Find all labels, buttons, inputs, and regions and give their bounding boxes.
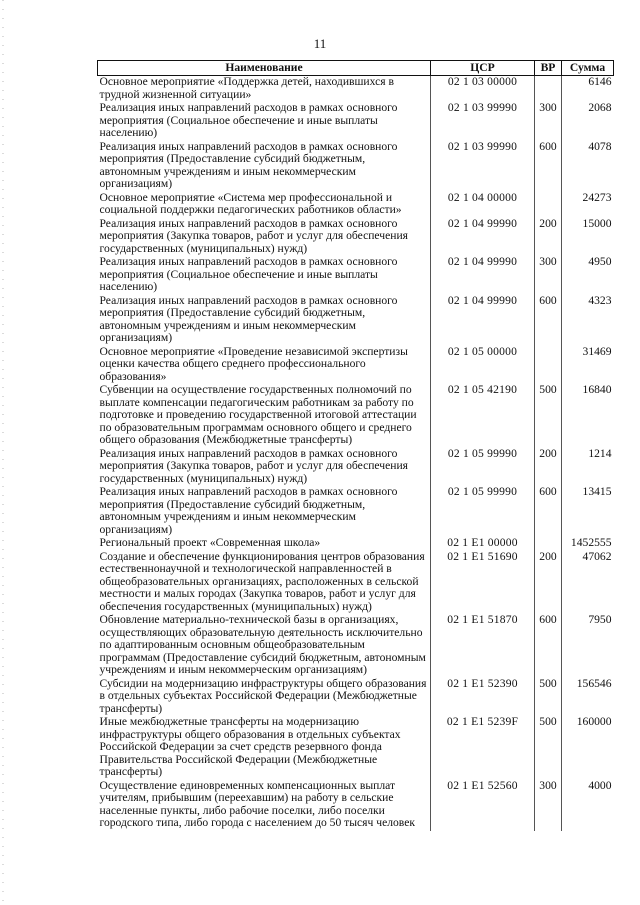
row-name: Иные межбюджетные трансферты на модернизацию инфраструктуры общего образования в отдельных субъектах Российской Федерации за счет средств резервного фонда Правительства Российской Федерации (Межбюджетные трансферты) xyxy=(99,715,401,778)
table-row xyxy=(98,716,614,780)
row-sum: 13415 xyxy=(562,486,614,537)
row-vr xyxy=(535,192,562,218)
row-vr xyxy=(535,346,562,385)
table-row xyxy=(98,295,614,346)
row-csr: 02 1 E1 00000 xyxy=(431,537,535,551)
row-csr: 02 1 E1 52560 xyxy=(431,780,535,831)
header-sum: Сумма xyxy=(562,61,614,76)
row-sum: 4000 xyxy=(562,780,614,831)
row-sum: 6146 xyxy=(562,76,614,103)
table-body xyxy=(98,76,614,831)
row-name: Осуществление единовременных компенсационных выплат учителям, прибывшим (переехавшим) на работу в сельские населенные пункты, либо рабочие поселки, либо поселки городского типа, либо города с населением до 50 тысяч человек xyxy=(99,778,415,829)
scan-margin-artifact xyxy=(2,0,4,905)
row-csr: 02 1 E1 51870 xyxy=(431,614,535,678)
header-csr: ЦСР xyxy=(431,61,535,76)
row-vr: 500 xyxy=(535,384,562,448)
table-row xyxy=(98,448,614,487)
row-name: Реализация иных направлений расходов в рамках основного мероприятия (Закупка товаров, работ и услуг для обеспечения государственных (муниципальных) нужд) xyxy=(99,216,408,255)
table-row xyxy=(98,551,614,615)
row-csr: 02 1 E1 51690 xyxy=(431,551,535,615)
row-vr: 300 xyxy=(535,102,562,141)
row-name: Субвенции на осуществление государственных полномочий по выплате компенсации педагогическим работникам за работу по подготовке и проведению государственной итоговой аттестации по образовательным программам основного общего и среднего общего образования (Межбюджетные трансферты) xyxy=(99,383,417,446)
row-vr xyxy=(535,537,562,551)
row-sum: 31469 xyxy=(562,346,614,385)
row-sum: 47062 xyxy=(562,551,614,615)
row-sum: 160000 xyxy=(562,716,614,780)
row-sum: 4078 xyxy=(562,141,614,192)
row-name: Реализация иных направлений расходов в рамках основного мероприятия (Социальное обеспечение и иные выплаты населению) xyxy=(99,101,398,139)
row-name: Реализация иных направлений расходов в рамках основного мероприятия (Закупка товаров, работ и услуг для обеспечения государственных (муниципальных) нужд) xyxy=(99,446,408,485)
header-name: Наименование xyxy=(98,61,431,76)
table-row xyxy=(98,102,614,141)
table-row xyxy=(98,614,614,678)
row-sum: 16840 xyxy=(562,384,614,448)
row-vr: 200 xyxy=(535,218,562,257)
row-csr: 02 1 03 99990 xyxy=(431,141,535,192)
row-sum: 7950 xyxy=(562,614,614,678)
row-vr: 600 xyxy=(535,141,562,192)
row-csr: 02 1 05 99990 xyxy=(431,486,535,537)
row-name: Основное мероприятие «Проведение независимой экспертизы оценки качества общего среднего профессионального образования» xyxy=(99,344,408,383)
row-csr: 02 1 04 99990 xyxy=(431,295,535,346)
table-row xyxy=(98,218,614,257)
row-name: Реализация иных направлений расходов в рамках основного мероприятия (Предоставление субсидий бюджетным, автономным учреждениям и иным некоммерческим организациям) xyxy=(99,293,398,344)
row-csr: 02 1 03 00000 xyxy=(431,76,535,103)
table-row xyxy=(98,256,614,295)
table-row xyxy=(98,346,614,385)
row-csr: 02 1 03 99990 xyxy=(431,102,535,141)
row-csr: 02 1 05 99990 xyxy=(431,448,535,487)
row-name: Реализация иных направлений расходов в рамках основного мероприятия (Предоставление субсидий бюджетным, автономным учреждениям и иным некоммерческим организациям) xyxy=(99,485,398,536)
table-row xyxy=(98,678,614,717)
row-sum: 15000 xyxy=(562,218,614,257)
row-vr: 600 xyxy=(535,486,562,537)
row-name: Основное мероприятие «Система мер профессиональной и социальной поддержки педагогических работников области» xyxy=(99,190,402,216)
row-csr: 02 1 04 00000 xyxy=(431,192,535,218)
row-sum: 2068 xyxy=(562,102,614,141)
table-row xyxy=(98,76,614,103)
row-name: Реализация иных направлений расходов в рамках основного мероприятия (Социальное обеспечение и иные выплаты населению) xyxy=(99,255,398,293)
row-vr: 200 xyxy=(535,551,562,615)
row-name: Реализация иных направлений расходов в рамках основного мероприятия (Предоставление субсидий бюджетным, автономным учреждениям и иным некоммерческим организациям) xyxy=(99,139,398,190)
table-row xyxy=(98,384,614,448)
header-vr: ВР xyxy=(535,61,562,76)
row-csr: 02 1 E1 5239F xyxy=(431,716,535,780)
row-name: Создание и обеспечение функционирования центров образования естественнонаучной и технологической направленностей в общеобразовательных организациях, расположенных в сельской местности и малых городах (Закупка товаров, работ и услуг для обеспечения государственных (муниципальных) нужд) xyxy=(99,549,425,613)
row-csr: 02 1 04 99990 xyxy=(431,218,535,257)
budget-table xyxy=(97,60,614,831)
row-csr: 02 1 05 00000 xyxy=(431,346,535,385)
table-row xyxy=(98,192,614,218)
row-vr: 500 xyxy=(535,678,562,717)
row-name: Субсидии на модернизацию инфраструктуры общего образования в отдельных субъектах Российской Федерации (Межбюджетные трансферты) xyxy=(99,676,427,715)
row-csr: 02 1 05 42190 xyxy=(431,384,535,448)
row-vr: 500 xyxy=(535,716,562,780)
row-sum: 156546 xyxy=(562,678,614,717)
row-sum: 24273 xyxy=(562,192,614,218)
table-header-row xyxy=(98,61,614,76)
table-row xyxy=(98,537,614,551)
page-number: 11 xyxy=(313,36,327,51)
row-sum: 4950 xyxy=(562,256,614,295)
row-csr: 02 1 04 99990 xyxy=(431,256,535,295)
table-row xyxy=(98,780,614,831)
table-row xyxy=(98,486,614,537)
row-name: Региональный проект «Современная школа» xyxy=(99,536,321,549)
row-sum: 4323 xyxy=(562,295,614,346)
row-sum: 1452555 xyxy=(562,537,614,551)
row-name: Обновление материально-технической базы в организациях, осуществляющих образовательную деятельность исключительно по адаптированным основным общеобразовательным программам (Предоставление субсидий бюджетным, автономным учреждениям и иным некоммерческим организациям) xyxy=(99,613,426,676)
row-vr: 600 xyxy=(535,295,562,346)
row-sum: 1214 xyxy=(562,448,614,487)
table-row xyxy=(98,141,614,192)
row-csr: 02 1 E1 52390 xyxy=(431,678,535,717)
row-vr: 200 xyxy=(535,448,562,487)
row-vr: 600 xyxy=(535,614,562,678)
row-name: Основное мероприятие «Поддержка детей, находившихся в трудной жизненной ситуации» xyxy=(99,75,394,101)
row-vr: 300 xyxy=(535,256,562,295)
row-vr: 300 xyxy=(535,780,562,831)
row-vr xyxy=(535,76,562,103)
